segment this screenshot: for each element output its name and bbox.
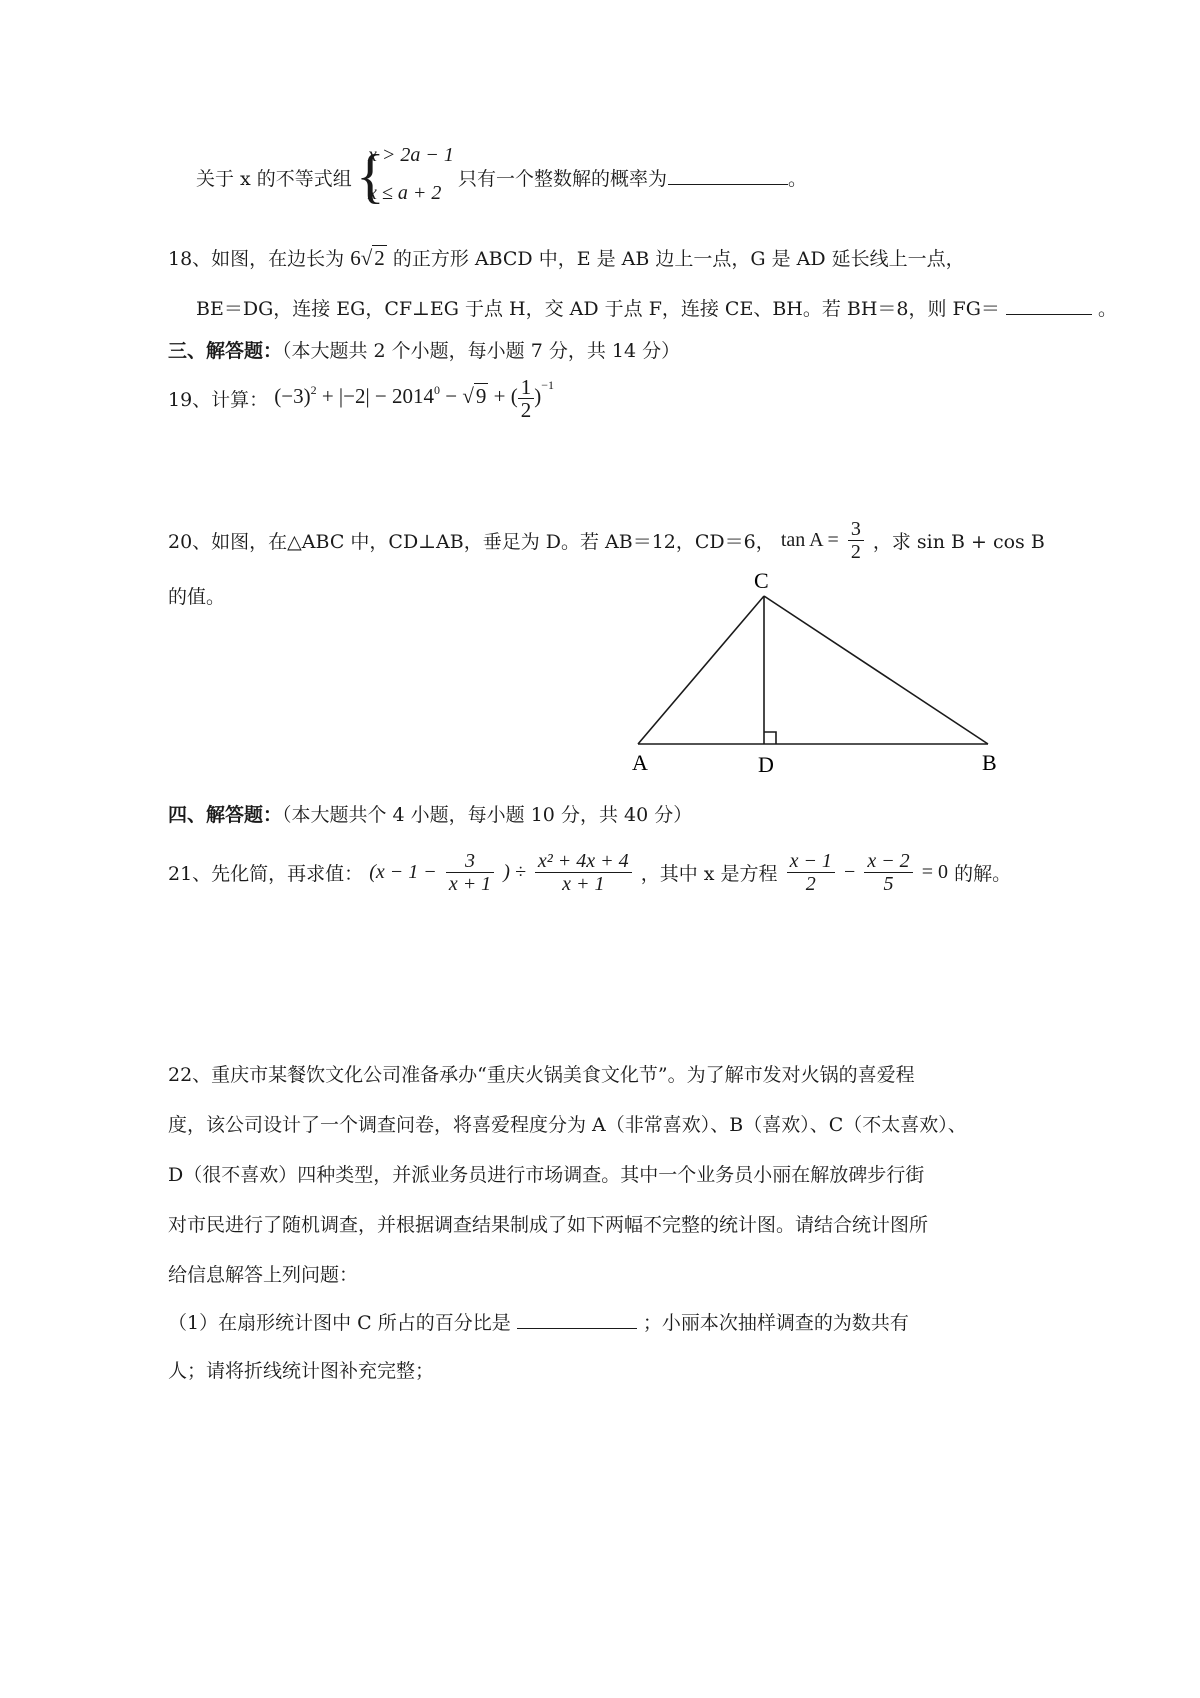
q17-end: 。 bbox=[788, 168, 808, 190]
q21-eq: = 0 bbox=[921, 861, 949, 883]
q19-fraction: $\frac{1}{2}$ bbox=[518, 376, 535, 421]
label-b: B bbox=[982, 750, 997, 775]
q17-suffix: 只有一个整数解的概率为 bbox=[458, 168, 668, 190]
q21-frac2: $\frac{\text{x² + 4x + 4}}{x + 1}$ bbox=[535, 850, 632, 895]
q18-root: 2 bbox=[374, 246, 385, 270]
q19-exp-2: 2 bbox=[310, 383, 317, 398]
q20-ask: ，求 sin B + cos B bbox=[872, 531, 1045, 553]
q17-system-line1: x > 2a − 1 bbox=[368, 144, 454, 166]
right-angle-mark bbox=[764, 732, 776, 744]
q22-line-4: 对市民进行了随机调查，并根据调查结果制成了如下两幅不完整的统计图。请结合统计图所 bbox=[168, 1214, 929, 1236]
q21-frac4: $\frac{x - 2}{5}$ bbox=[864, 850, 912, 895]
q21-label: 21、先化简，再求值： bbox=[168, 863, 364, 885]
q18-coef: 6 bbox=[350, 246, 361, 270]
q17-system-line2: x ≤ a + 2 bbox=[368, 182, 442, 204]
q21-mid: ，其中 x 是方程 bbox=[640, 863, 778, 885]
q21-frac1: $\frac{3}{x + 1}$ bbox=[446, 850, 494, 895]
q19-line: 19、计算： $(-3)^2 + |-2| - 2014^0 - √9$ + ( $\frac{1}{2}$ )$^{-1}$ bbox=[168, 375, 555, 422]
q18-line1-b: 的正方形 ABCD 中，E 是 AB 边上一点，G 是 AD 延长线上一点， bbox=[392, 248, 965, 270]
q22-sub1-a: （1）在扇形统计图中 C 所占的百分比是 bbox=[168, 1312, 511, 1334]
q20-line1 bbox=[168, 518, 1045, 563]
section-3-note: （本大题共 2 个小题，每小题 7 分，共 14 分） bbox=[282, 340, 681, 362]
q21-frac3: $\frac{x - 1}{2}$ bbox=[787, 850, 835, 895]
q22-line-5: 给信息解答上列问题： bbox=[168, 1264, 359, 1286]
q22-line-2: 度，该公司设计了一个调查问卷，将喜爱程度分为 A（非常喜欢）、B（喜欢）、C（不太喜欢）、 bbox=[168, 1114, 967, 1136]
q21-end: 的解。 bbox=[954, 863, 1012, 885]
q18-line1: 18、如图，在边长为 6√2 的正方形 ABCD 中，E 是 AB 边上一点，G 是 AD 延长线上一点， bbox=[168, 246, 965, 270]
q21-p1: (x − 1 − bbox=[369, 861, 437, 883]
q18-line2 bbox=[196, 294, 1117, 321]
section-4-title: 四、解答题： bbox=[168, 804, 283, 826]
q18-end: 。 bbox=[1098, 298, 1118, 320]
q17-brace: { bbox=[356, 143, 385, 209]
q17-prefix: 关于 x 的不等式组 bbox=[196, 168, 352, 190]
q21-p2: ) ÷ bbox=[503, 861, 526, 883]
q22-sub1 bbox=[168, 1308, 909, 1335]
section-3-heading bbox=[168, 336, 680, 363]
q22-line-1: 22、重庆市某餐饮文化公司准备承办“重庆火锅美食文化节”。为了解市发对火锅的喜爱程 bbox=[168, 1064, 915, 1086]
q22-sub1-cont: 人；请将折线统计图补充完整； bbox=[168, 1360, 435, 1382]
q22-sub1-blank bbox=[517, 1310, 637, 1329]
q20-line2: 的值。 bbox=[168, 586, 226, 608]
q19-expr-d: + ( bbox=[493, 384, 518, 409]
q19-exp-0: 0 bbox=[434, 383, 441, 398]
segment-cb bbox=[764, 596, 988, 744]
label-c: C bbox=[754, 568, 769, 593]
q20-triangle-figure bbox=[620, 568, 1010, 778]
q19-exp-m1: −1 bbox=[541, 378, 555, 393]
section-4-heading bbox=[168, 800, 692, 827]
q19-expr-a: (−3) bbox=[274, 384, 311, 409]
q22-line-3: D（很不喜欢）四种类型，并派业务员进行市场调查。其中一个业务员小丽在解放碑步行街 bbox=[168, 1164, 925, 1186]
q18-line2-text: BE＝DG，连接 EG，CF⊥EG 于点 H，交 AD 于点 F，连接 CE、BH。若 BH＝8，则 FG＝ bbox=[196, 298, 1000, 320]
q17-answer-blank bbox=[668, 166, 788, 185]
q19-expr-e: ) bbox=[534, 384, 542, 409]
q22-sub1-b: ；小丽本次抽样调查的为数共有 bbox=[642, 1312, 909, 1334]
segment-ac bbox=[638, 596, 764, 744]
q18-line1-a: 18、如图，在边长为 bbox=[168, 248, 345, 270]
q21-minus: − bbox=[843, 861, 856, 883]
q19-label: 19、计算： bbox=[168, 389, 269, 411]
q21-line bbox=[168, 850, 1011, 895]
q20-tan: tan A = bbox=[780, 529, 839, 551]
q18-answer-blank bbox=[1006, 296, 1092, 315]
section-4-note: （本大题共个 4 小题，每小题 10 分，共 40 分） bbox=[282, 804, 693, 826]
q20-fraction: $\frac{3}{2}$ bbox=[848, 518, 864, 563]
q19-expr-c: − bbox=[445, 384, 458, 409]
q19-root: 9 bbox=[475, 384, 487, 409]
label-a: A bbox=[632, 750, 648, 775]
section-3-title: 三、解答题： bbox=[168, 340, 283, 362]
label-d: D bbox=[758, 752, 774, 777]
q20-text: 20、如图，在△ABC 中，CD⊥AB，垂足为 D。若 AB＝12，CD＝6， bbox=[168, 531, 775, 553]
q19-expr-b: + |−2| − 2014 bbox=[321, 384, 435, 409]
